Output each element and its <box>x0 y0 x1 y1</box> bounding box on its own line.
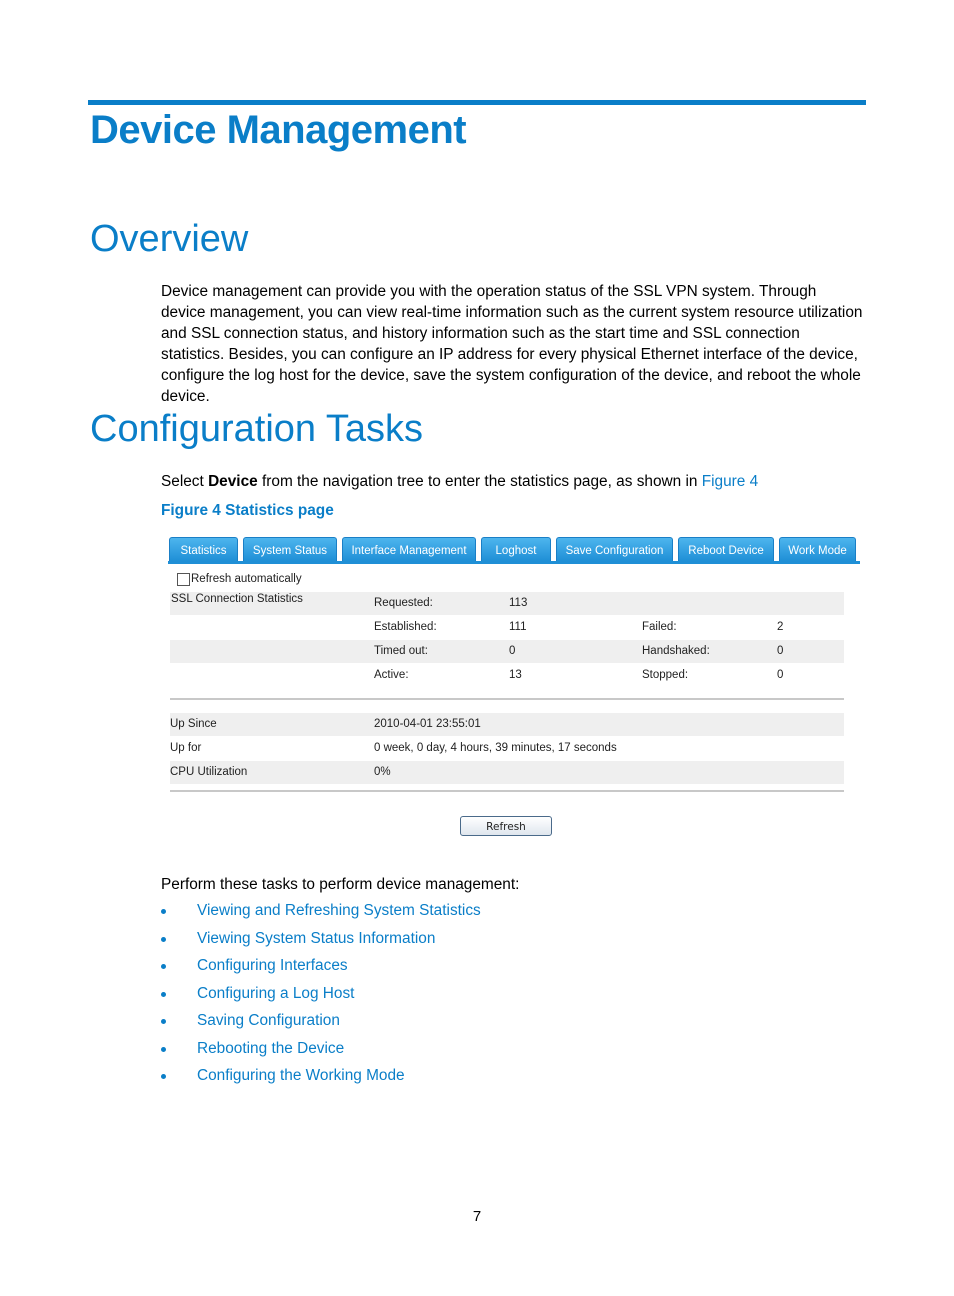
task-link[interactable]: Configuring Interfaces <box>197 957 348 974</box>
overview-paragraph: Device management can provide you with the operation status of the SSL VPN system. Through device management, you can view real-time information such as the current system resource utilization and SSL connection status, and history information such as the start time and SSL connection statistics. Besides, you can configure an IP address for every physical Ethernet interface of the device, configure the log host for the device, save the system configuration of the device, and reboot the whole device. <box>161 283 863 405</box>
up-for-label: Up for <box>170 742 202 754</box>
requested-label: Requested: <box>374 597 433 609</box>
tab-underline <box>168 561 860 564</box>
requested-value: 113 <box>509 597 528 609</box>
tab-reboot-device[interactable]: Reboot Device <box>678 537 774 561</box>
up-for-value: 0 week, 0 day, 4 hours, 39 minutes, 17 seconds <box>374 742 617 754</box>
active-value: 13 <box>509 669 522 681</box>
task-link[interactable]: Rebooting the Device <box>197 1039 345 1057</box>
refresh-automatically-checkbox[interactable] <box>177 573 190 586</box>
task-link[interactable]: Viewing System Status Information <box>197 929 436 947</box>
page-title: Device Management <box>90 108 467 152</box>
handshaked-value: 0 <box>777 645 784 657</box>
bullet-icon <box>161 1074 166 1079</box>
tab-loghost[interactable]: Loghost <box>481 537 551 561</box>
heading-rule <box>88 100 866 105</box>
row-shade <box>170 640 844 663</box>
up-since-label: Up Since <box>170 718 217 730</box>
cpu-utilization-label: CPU Utilization <box>170 766 248 778</box>
intro-text-2: from the navigation tree to enter the statistics page, as shown in <box>257 473 702 490</box>
tasks-intro: Perform these tasks to perform device management: <box>161 876 520 893</box>
section-divider <box>170 790 844 792</box>
tab-save-configuration[interactable]: Save Configuration <box>556 537 673 561</box>
bullet-icon <box>161 937 166 942</box>
refresh-automatically-label: Refresh automatically <box>191 573 302 585</box>
handshaked-label: Handshaked: <box>642 645 710 657</box>
up-since-value: 2010-04-01 23:55:01 <box>374 718 481 730</box>
figure-link[interactable]: Figure 4 <box>701 473 759 490</box>
intro-text: Select <box>161 473 209 490</box>
bullet-icon <box>161 964 166 969</box>
timed-out-label: Timed out: <box>374 645 428 657</box>
timed-out-value: 0 <box>509 645 516 657</box>
established-label: Established: <box>374 621 437 633</box>
bullet-icon <box>161 992 166 997</box>
section-divider <box>170 698 844 700</box>
config-intro <box>161 471 864 492</box>
refresh-button[interactable]: Refresh <box>460 816 552 836</box>
bullet-icon <box>161 1047 166 1052</box>
tab-interface-management[interactable]: Interface Management <box>342 537 476 561</box>
statistics-figure <box>168 535 860 845</box>
failed-label: Failed: <box>642 621 677 633</box>
row-shade <box>170 761 844 784</box>
failed-value: 2 <box>777 621 784 633</box>
configuration-tasks-heading: Configuration Tasks <box>90 408 424 450</box>
page-number: 7 <box>472 1208 482 1225</box>
task-link[interactable]: Saving Configuration <box>197 1012 340 1029</box>
task-link[interactable]: Configuring a Log Host <box>197 984 355 1002</box>
task-link[interactable]: Configuring the Working Mode <box>197 1067 405 1084</box>
tab-statistics[interactable]: Statistics <box>169 537 238 561</box>
active-label: Active: <box>374 669 409 681</box>
row-shade <box>170 713 844 736</box>
tab-work-mode[interactable]: Work Mode <box>779 537 856 561</box>
intro-bold: Device <box>208 473 258 490</box>
tab-system-status[interactable]: System Status <box>243 537 337 561</box>
ssl-connection-statistics-label: SSL Connection Statistics <box>171 593 303 605</box>
task-link[interactable]: Viewing and Refreshing System Statistics <box>197 902 481 919</box>
stopped-value: 0 <box>777 669 784 681</box>
bullet-icon <box>161 909 166 914</box>
established-value: 111 <box>509 621 527 633</box>
bullet-icon <box>161 1019 166 1024</box>
cpu-utilization-value: 0% <box>374 766 391 778</box>
tab-bar <box>168 535 860 565</box>
stopped-label: Stopped: <box>642 669 689 681</box>
overview-heading: Overview <box>90 218 249 260</box>
figure-caption: Figure 4 Statistics page <box>161 502 334 519</box>
